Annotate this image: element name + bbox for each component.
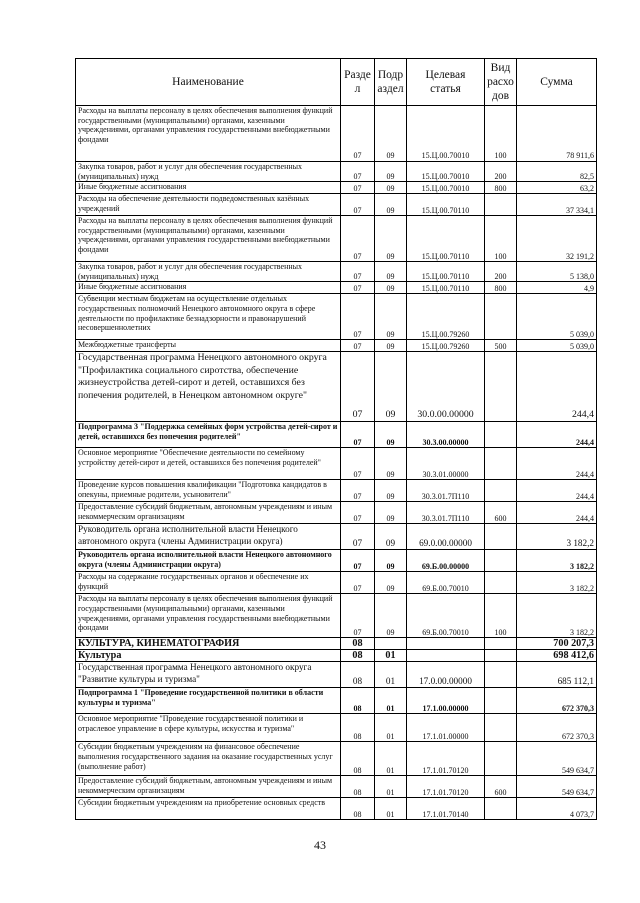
cell-sum: 244,4 [517, 422, 597, 448]
cell-section: 08 [341, 650, 375, 662]
cell-sum: 78 911,6 [517, 106, 597, 162]
cell-name: Расходы на обеспечение деятельности подведомственных казённых учреждений [76, 194, 341, 216]
table-row [76, 182, 597, 194]
cell-sum: 244,4 [517, 480, 597, 502]
cell-kind: 200 [485, 262, 517, 282]
cell-target: 15.Ц.00.79260 [407, 340, 485, 352]
cell-target: 69.Б.00.70010 [407, 572, 485, 594]
cell-section: 08 [341, 662, 375, 688]
cell-target: 30.3.01.7П110 [407, 502, 485, 524]
table-row [76, 650, 597, 662]
cell-kind [485, 638, 517, 650]
cell-name: Субсидии бюджетным учреждениям на финансовое обеспечение выполнения государственного задания на оказание государственных услуг (выполнение работ) [76, 742, 341, 776]
cell-name: Межбюджетные трансферты [76, 340, 341, 352]
cell-subsection: 09 [375, 550, 407, 572]
table-row [76, 194, 597, 216]
table-row [76, 714, 597, 742]
cell-kind [485, 572, 517, 594]
cell-target [407, 650, 485, 662]
cell-section: 07 [341, 572, 375, 594]
cell-section: 08 [341, 714, 375, 742]
cell-subsection: 01 [375, 714, 407, 742]
cell-section: 07 [341, 550, 375, 572]
cell-subsection: 09 [375, 480, 407, 502]
cell-name: Иные бюджетные ассигнования [76, 182, 341, 194]
cell-sum: 700 207,3 [517, 638, 597, 650]
cell-kind [485, 422, 517, 448]
cell-subsection: 09 [375, 572, 407, 594]
cell-target: 17.1.01.70140 [407, 798, 485, 820]
cell-kind: 100 [485, 216, 517, 262]
cell-sum: 4,9 [517, 282, 597, 294]
cell-section: 08 [341, 638, 375, 650]
cell-target: 17.1.00.00000 [407, 688, 485, 714]
cell-target: 17.0.00.00000 [407, 662, 485, 688]
cell-section: 07 [341, 282, 375, 294]
cell-name: Руководитель органа исполнительной власти Ненецкого автономного округа (члены Администрации округа) [76, 524, 341, 550]
cell-section: 07 [341, 422, 375, 448]
table-row [76, 262, 597, 282]
table-row [76, 776, 597, 798]
cell-kind: 100 [485, 594, 517, 638]
cell-subsection: 09 [375, 216, 407, 262]
cell-subsection: 09 [375, 524, 407, 550]
cell-name: Расходы на выплаты персоналу в целях обеспечения выполнения функций государственными (муниципальными) органами, казенными учреждениями, органами управления государственными внебюджетными фондами [76, 216, 341, 262]
cell-section: 07 [341, 106, 375, 162]
table-header-row [76, 59, 597, 106]
cell-kind: 500 [485, 340, 517, 352]
table-row [76, 216, 597, 262]
col-header-sum: Сумма [517, 59, 597, 106]
table-row [76, 294, 597, 340]
cell-name: Подпрограмма 3 "Поддержка семейных форм устройства детей-сирот и детей, оставшихся без попечения родителей" [76, 422, 341, 448]
cell-section: 07 [341, 162, 375, 182]
cell-sum: 549 634,7 [517, 742, 597, 776]
cell-subsection: 01 [375, 776, 407, 798]
cell-sum: 3 182,2 [517, 550, 597, 572]
cell-name: Закупка товаров, работ и услуг для обеспечения государственных (муниципальных) нужд [76, 162, 341, 182]
cell-target: 30.0.00.00000 [407, 352, 485, 422]
cell-target: 30.3.01.7П110 [407, 480, 485, 502]
cell-subsection: 09 [375, 106, 407, 162]
cell-kind [485, 448, 517, 480]
cell-subsection: 09 [375, 594, 407, 638]
col-header-section: Разде л [341, 59, 375, 106]
cell-target: 15.Ц.00.79260 [407, 294, 485, 340]
table-row [76, 742, 597, 776]
cell-target: 15.Ц.00.70010 [407, 106, 485, 162]
col-header-name: Наименование [76, 59, 341, 106]
cell-target: 15.Ц.00.70010 [407, 162, 485, 182]
table-row [76, 524, 597, 550]
cell-target [407, 638, 485, 650]
table-row [76, 106, 597, 162]
cell-name: Расходы на содержание государственных органов и обеспечение их функций [76, 572, 341, 594]
budget-table-sheet [75, 58, 596, 820]
cell-name: Расходы на выплаты персоналу в целях обеспечения выполнения функций государственными (муниципальными) органами, казенными учреждениями, органами управления государственными внебюджетными фондами [76, 106, 341, 162]
col-header-subsection: Подр аздел [375, 59, 407, 106]
cell-sum: 5 039,0 [517, 294, 597, 340]
cell-name: Расходы на выплаты персоналу в целях обеспечения выполнения функций государственными (муниципальными) органами, казенными учреждениями, органами управления государственными внебюджетными фондами [76, 594, 341, 638]
cell-name: Предоставление субсидий бюджетным, автономным учреждениям и иным некоммерческим организациям [76, 776, 341, 798]
cell-target: 17.1.01.70120 [407, 742, 485, 776]
table-row [76, 798, 597, 820]
cell-target: 17.1.01.00000 [407, 714, 485, 742]
cell-section: 07 [341, 294, 375, 340]
cell-sum: 5 138,0 [517, 262, 597, 282]
cell-subsection: 09 [375, 422, 407, 448]
cell-section: 08 [341, 798, 375, 820]
cell-section: 07 [341, 262, 375, 282]
cell-subsection: 01 [375, 798, 407, 820]
cell-subsection: 09 [375, 448, 407, 480]
cell-sum: 82,5 [517, 162, 597, 182]
cell-sum: 3 182,2 [517, 572, 597, 594]
cell-subsection: 09 [375, 340, 407, 352]
cell-kind [485, 688, 517, 714]
table-row [76, 480, 597, 502]
cell-name: Проведение курсов повышения квалификации "Подготовка кандидатов в опекуны, приемные родители, усыновители" [76, 480, 341, 502]
cell-subsection: 01 [375, 742, 407, 776]
cell-name: Руководитель органа исполнительной власти Ненецкого автономного округа (члены Администрации округа) [76, 550, 341, 572]
cell-sum: 698 412,6 [517, 650, 597, 662]
cell-subsection: 09 [375, 182, 407, 194]
cell-section: 07 [341, 194, 375, 216]
table-row [76, 162, 597, 182]
table-row [76, 422, 597, 448]
cell-name: Культура [76, 650, 341, 662]
cell-sum: 32 191,2 [517, 216, 597, 262]
cell-name: Предоставление субсидий бюджетным, автономным учреждениям и иным некоммерческим организациям [76, 502, 341, 524]
cell-target: 15.Ц.00.70110 [407, 262, 485, 282]
cell-section: 07 [341, 480, 375, 502]
cell-target: 30.3.01.00000 [407, 448, 485, 480]
table-row [76, 550, 597, 572]
cell-name: КУЛЬТУРА, КИНЕМАТОГРАФИЯ [76, 638, 341, 650]
cell-name: Субвенции местным бюджетам на осуществление отдельных государственных полномочий Ненецкого автономного округа в сфере деятельности по профилактике безнадзорности и правонарушений несовершеннолетних [76, 294, 341, 340]
cell-sum: 244,4 [517, 502, 597, 524]
cell-section: 07 [341, 448, 375, 480]
table-row [76, 662, 597, 688]
cell-sum: 63,2 [517, 182, 597, 194]
table-row [76, 688, 597, 714]
cell-section: 08 [341, 688, 375, 714]
table-row [76, 638, 597, 650]
cell-kind [485, 294, 517, 340]
cell-subsection: 01 [375, 688, 407, 714]
cell-target: 15.Ц.00.70110 [407, 194, 485, 216]
cell-subsection: 09 [375, 162, 407, 182]
cell-sum: 5 039,0 [517, 340, 597, 352]
cell-section: 08 [341, 776, 375, 798]
cell-target: 15.Ц.00.70110 [407, 282, 485, 294]
cell-name: Закупка товаров, работ и услуг для обеспечения государственных (муниципальных) нужд [76, 262, 341, 282]
cell-section: 07 [341, 502, 375, 524]
cell-section: 07 [341, 594, 375, 638]
table-row [76, 340, 597, 352]
table-row [76, 282, 597, 294]
cell-subsection: 01 [375, 662, 407, 688]
cell-kind [485, 550, 517, 572]
cell-name: Государственная программа Ненецкого автономного округа "Развитие культуры и туризма" [76, 662, 341, 688]
cell-name: Государственная программа Ненецкого автономного округа "Профилактика социального сиротства, обеспечение жизнеустройства детей-сирот и детей, оставшихся без попечения родителей, в Ненецком автономном округе" [76, 352, 341, 422]
cell-kind: 800 [485, 182, 517, 194]
table-body [76, 106, 597, 820]
budget-table [75, 58, 597, 820]
cell-sum: 244,4 [517, 352, 597, 422]
cell-subsection: 09 [375, 352, 407, 422]
cell-kind [485, 742, 517, 776]
cell-target: 17.1.01.70120 [407, 776, 485, 798]
cell-sum: 685 112,1 [517, 662, 597, 688]
cell-name: Основное мероприятие "Обеспечение деятельности по семейному устройству детей-сирот и детей, оставшихся без попечения родителей" [76, 448, 341, 480]
table-row [76, 352, 597, 422]
cell-subsection: 09 [375, 282, 407, 294]
cell-name: Субсидии бюджетным учреждениям на приобретение основных средств [76, 798, 341, 820]
cell-kind: 600 [485, 776, 517, 798]
cell-kind: 600 [485, 502, 517, 524]
cell-subsection: 09 [375, 262, 407, 282]
cell-sum: 244,4 [517, 448, 597, 480]
cell-subsection: 09 [375, 194, 407, 216]
cell-name: Иные бюджетные ассигнования [76, 282, 341, 294]
cell-subsection: 09 [375, 294, 407, 340]
cell-sum: 37 334,1 [517, 194, 597, 216]
cell-target: 69.Б.00.70010 [407, 594, 485, 638]
table-row [76, 572, 597, 594]
cell-name: Основное мероприятие "Проведение государственной политики и отраслевое управление в сфере культуры, искусства и туризма" [76, 714, 341, 742]
col-header-kind: Вид расхо дов [485, 59, 517, 106]
cell-section: 07 [341, 524, 375, 550]
cell-target: 15.Ц.00.70110 [407, 216, 485, 262]
cell-subsection: 09 [375, 502, 407, 524]
cell-section: 07 [341, 340, 375, 352]
cell-kind: 200 [485, 162, 517, 182]
cell-kind: 800 [485, 282, 517, 294]
cell-kind [485, 524, 517, 550]
cell-kind [485, 194, 517, 216]
cell-section: 07 [341, 216, 375, 262]
cell-target: 30.3.00.00000 [407, 422, 485, 448]
cell-kind [485, 480, 517, 502]
cell-target: 15.Ц.00.70010 [407, 182, 485, 194]
cell-section: 07 [341, 352, 375, 422]
cell-sum: 672 370,3 [517, 688, 597, 714]
cell-section: 08 [341, 742, 375, 776]
cell-kind [485, 662, 517, 688]
cell-sum: 4 073,7 [517, 798, 597, 820]
cell-sum: 672 370,3 [517, 714, 597, 742]
cell-subsection: 01 [375, 650, 407, 662]
cell-subsection [375, 638, 407, 650]
table-row [76, 448, 597, 480]
cell-name: Подпрограмма 1 "Проведение государственной политики в области культуры и туризма" [76, 688, 341, 714]
cell-kind: 100 [485, 106, 517, 162]
col-header-target: Целевая статья [407, 59, 485, 106]
cell-kind [485, 352, 517, 422]
cell-kind [485, 798, 517, 820]
cell-target: 69.Б.00.00000 [407, 550, 485, 572]
cell-sum: 549 634,7 [517, 776, 597, 798]
page-number: 43 [314, 838, 326, 852]
table-row [76, 502, 597, 524]
cell-target: 69.0.00.00000 [407, 524, 485, 550]
cell-kind [485, 650, 517, 662]
cell-kind [485, 714, 517, 742]
cell-section: 07 [341, 182, 375, 194]
table-row [76, 594, 597, 638]
cell-sum: 3 182,2 [517, 594, 597, 638]
cell-sum: 3 182,2 [517, 524, 597, 550]
